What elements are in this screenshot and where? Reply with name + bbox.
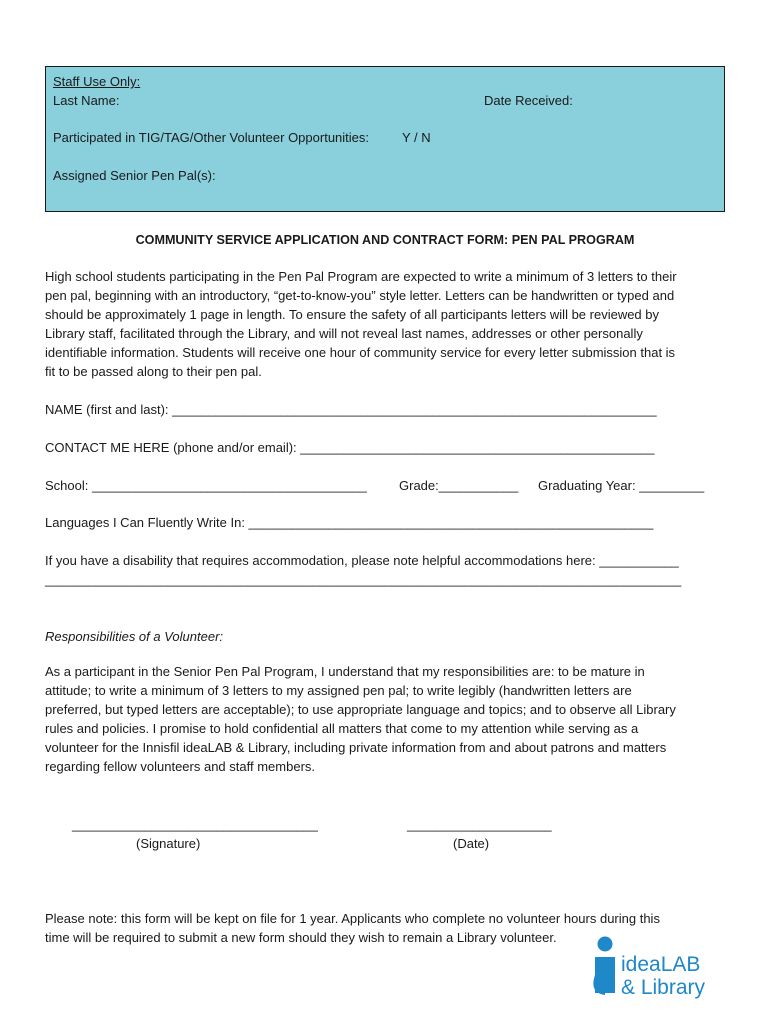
form-title: COMMUNITY SERVICE APPLICATION AND CONTRACT FORM: PEN PAL PROGRAM: [135, 233, 635, 247]
note-line: Please note: this form will be kept on file for 1 year. Applicants who complete no volunteer hours during this: [45, 911, 660, 926]
grade-field[interactable]: Grade:___________: [399, 478, 519, 493]
responsibilities-line: attitude; to write a minimum of 3 letters to my assigned pen pal; to write legibly (handwritten letters are: [45, 682, 632, 698]
date-label: (Date): [453, 836, 490, 851]
last-name-label: Last Name:: [53, 93, 120, 108]
responsibilities-line: preferred, but typed letters are acceptable); to use appropriate language and topics; and to observe all Library: [45, 701, 676, 717]
yes-no-option: Y / N: [402, 130, 431, 145]
intro-line: fit to be passed along to their pen pal.: [45, 363, 262, 379]
languages-field[interactable]: Languages I Can Fluently Write In: ________________________________________________________: [45, 515, 654, 530]
assigned-pen-pal-label: Assigned Senior Pen Pal(s):: [53, 168, 216, 183]
idealab-library-logo: [591, 935, 716, 1005]
school-field[interactable]: School: ______________________________________: [45, 478, 367, 493]
note-line: time will be required to submit a new form should they wish to remain a Library volunteer.: [45, 929, 557, 945]
date-line[interactable]: ____________________: [407, 817, 552, 832]
intro-line: High school students participating in the Pen Pal Program are expected to write a minimum of 3 letters to their: [45, 269, 677, 284]
intro-line: Library staff, facilitated through the Library, and will not reveal last names, addresses or other personally: [45, 325, 643, 341]
intro-line: pen pal, beginning with an introductory, “get-to-know-you” style letter. Letters can be handwritten or typed and: [45, 287, 675, 303]
logo-text-library: & Library: [621, 976, 706, 999]
intro-line: should be approximately 1 page in length. To ensure the safety of all participants letters will be reviewed by: [45, 306, 660, 322]
responsibilities-heading: Responsibilities of a Volunteer:: [45, 629, 224, 644]
responsibilities-paragraph: [45, 663, 730, 776]
staff-use-heading: Staff Use Only:: [53, 74, 141, 89]
participated-label: Participated in TIG/TAG/Other Volunteer Opportunities:: [53, 130, 370, 145]
disability-field[interactable]: If you have a disability that requires accommodation, please note helpful accommodations here: ___________: [45, 553, 679, 568]
contact-field[interactable]: CONTACT ME HERE (phone and/or email): _________________________________________________: [45, 440, 655, 455]
responsibilities-line: regarding fellow volunteers and staff members.: [45, 758, 316, 774]
name-field[interactable]: NAME (first and last): ___________________________________________________________________: [45, 402, 657, 417]
disability-field-line2[interactable]: ________________________________________________________________________________________: [45, 572, 682, 587]
graduating-year-field[interactable]: Graduating Year: _________: [538, 478, 705, 493]
responsibilities-line: As a participant in the Senior Pen Pal Program, I understand that my responsibilities are: to be mature in: [45, 664, 645, 679]
staff-use-box: [45, 66, 725, 212]
logo-text-idealab: ideaLAB: [621, 953, 701, 976]
intro-paragraph: [45, 268, 730, 381]
signature-label: (Signature): [136, 836, 201, 851]
responsibilities-line: rules and policies. I promise to hold confidential all matters that come to my attention while serving as a: [45, 720, 639, 736]
intro-line: identifiable information. Students will receive one hour of community service for every letter submission that is: [45, 344, 676, 360]
date-received-label: Date Received:: [484, 93, 573, 108]
signature-line[interactable]: __________________________________: [72, 817, 318, 832]
responsibilities-line: volunteer for the Innisfil ideaLAB & Library, including private information from and about patrons and matters: [45, 739, 667, 755]
